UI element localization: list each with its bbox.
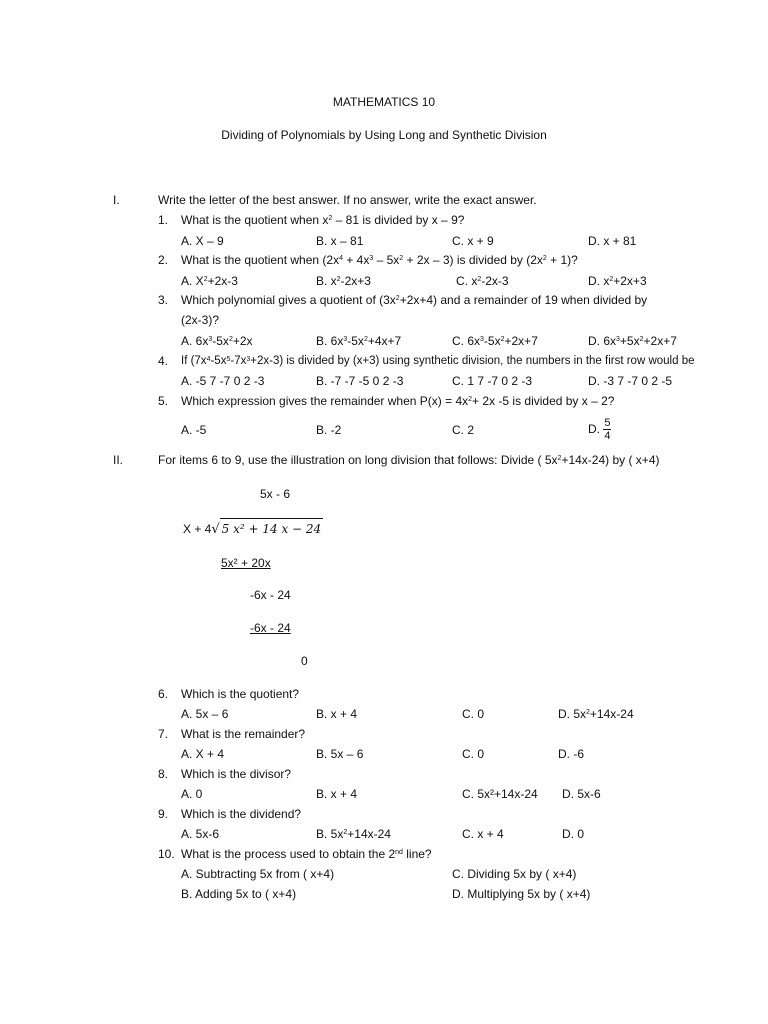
- q8-choice-c[interactable]: C. 5x²+14x-24: [462, 787, 538, 801]
- q10-text: [181, 847, 432, 862]
- q9-choice-c[interactable]: C. x + 4: [462, 827, 504, 841]
- q5-choice-d-fraction: [603, 417, 611, 442]
- q6-choice-d[interactable]: D. $5x^2+14x-24$: [558, 707, 634, 721]
- q5-text: Which expression gives the remainder when $P(x) = 4x^2+ 2x$ -5 is divided by x – 2?: [181, 394, 615, 408]
- q1-text: What is the quotient when $x^2 - 81$ is divided by x – 9?: [181, 213, 465, 227]
- section-1-numeral: I.: [113, 193, 120, 207]
- division-remainder: 0: [301, 654, 308, 668]
- q8-text: Which is the divisor?: [181, 767, 292, 781]
- division-divisor: X + 4: [183, 522, 212, 536]
- division-step3: -6x - 24: [250, 621, 291, 635]
- division-quotient: 5x - 6: [260, 487, 291, 501]
- q4-choice-b[interactable]: B. -7 -7 -5 0 2 -3: [316, 374, 404, 388]
- q5-choice-c[interactable]: C. 2: [452, 423, 475, 437]
- q2-choice-d[interactable]: D. $x^2+2x+3$: [588, 274, 647, 288]
- q10-choice-b[interactable]: B. Adding 5x to ( x+4): [181, 887, 297, 901]
- q8-choice-b[interactable]: B. x + 4: [316, 787, 358, 801]
- document-title: MATHEMATICS 10: [332, 95, 436, 109]
- q2-number: 2.: [158, 253, 169, 267]
- q4-text: If $(7x^4-5x^5-7x^3+2x-3)$ is divided by (x+3) using synthetic division, the numbers in the first row would be: [181, 355, 695, 367]
- q8-choice-a[interactable]: A. 0: [181, 787, 203, 801]
- q7-choice-b[interactable]: B. 5x – 6: [316, 747, 364, 761]
- q10-text-part2: line?: [402, 847, 432, 861]
- division-dividend: 5 x² + 14 x − 24: [220, 518, 324, 538]
- q4-choice-c[interactable]: C. 1 7 -7 0 2 -3: [452, 374, 533, 388]
- q1-choice-c[interactable]: C. x + 9: [452, 234, 494, 248]
- q1-choice-b[interactable]: B. x – 81: [316, 234, 364, 248]
- radical-icon: √: [211, 522, 220, 537]
- q5-choice-b[interactable]: B. -2: [316, 423, 342, 437]
- q8-number: 8.: [158, 767, 169, 781]
- q1-number: 1.: [158, 213, 169, 227]
- q1-choice-a[interactable]: A. X – 9: [181, 234, 224, 248]
- document-subtitle: Dividing of Polynomials by Using Long and Synthetic Division: [221, 128, 547, 142]
- section-1-instruction: Write the letter of the best answer. If no answer, write the exact answer.: [158, 193, 537, 207]
- q6-choice-b[interactable]: B. x + 4: [316, 707, 358, 721]
- q8-choice-d[interactable]: D. 5x-6: [562, 787, 601, 801]
- fraction-numerator: 5: [604, 417, 611, 430]
- q5-choice-d[interactable]: [588, 414, 611, 444]
- division-bracket: [183, 518, 323, 539]
- q7-choice-a[interactable]: A. X + 4: [181, 747, 225, 761]
- q2-choice-a[interactable]: A. $X^2+2x-3$: [181, 274, 238, 288]
- q9-text: Which is the dividend?: [181, 807, 302, 821]
- q5-number: 5.: [158, 394, 169, 408]
- q3-choice-c[interactable]: C. $6x^3-5x^2+2x+7$: [452, 334, 538, 348]
- q7-number: 7.: [158, 727, 169, 741]
- q4-choice-a[interactable]: A. -5 7 -7 0 2 -3: [181, 374, 265, 388]
- q10-choice-c[interactable]: C. Dividing 5x by ( x+4): [452, 867, 577, 881]
- q6-text: Which is the quotient?: [181, 687, 300, 701]
- q6-choice-a[interactable]: A. 5x – 6: [181, 707, 229, 721]
- q3-number: 3.: [158, 293, 169, 307]
- q9-choice-d[interactable]: D. 0: [562, 827, 585, 841]
- q2-text: What is the quotient when $(2x^4 + 4x^3 - 5x^2 + 2x - 3)$ is divided by $(2x^2 + 1)$?: [181, 253, 578, 267]
- q7-choice-d[interactable]: D. -6: [558, 747, 585, 761]
- q5-choice-a[interactable]: A. -5: [181, 423, 207, 437]
- q10-choice-d[interactable]: D. Multiplying 5x by ( x+4): [452, 887, 591, 901]
- q5-choice-d-label: D.: [588, 422, 600, 436]
- division-step2: -6x - 24: [250, 588, 291, 602]
- q6-number: 6.: [158, 687, 169, 701]
- fraction-denominator: 4: [604, 430, 611, 443]
- q9-choice-b[interactable]: B. $5x^2+14x-24$: [316, 827, 391, 841]
- q6-choice-c[interactable]: C. 0: [462, 707, 485, 721]
- q7-choice-c[interactable]: C. 0: [462, 747, 485, 761]
- q10-number: 10.: [158, 847, 175, 861]
- q3-choice-a[interactable]: A. $6x^3-5x^2+2x$: [181, 334, 253, 348]
- q10-choice-a[interactable]: A. Subtracting 5x from ( x+4): [181, 867, 335, 881]
- q9-number: 9.: [158, 807, 169, 821]
- q3-text-line2: (2x-3)?: [181, 313, 220, 327]
- q2-choice-c[interactable]: C. $x^2-2x-3$: [456, 274, 509, 288]
- section-2-instruction: For items 6 to 9, use the illustration on long division that follows: Divide ( $5x^2+14x-24$) by ( x+4): [158, 453, 660, 467]
- q9-choice-a[interactable]: A. 5x-6: [181, 827, 220, 841]
- q3-choice-d[interactable]: D. $6x^3+5x^2+2x+7$: [588, 334, 677, 348]
- q10-text-part1: What is the process used to obtain the 2: [181, 847, 396, 861]
- q3-choice-b[interactable]: B. $6x^3-5x^2+4x+7$: [316, 334, 402, 348]
- section-2-numeral: II.: [113, 453, 124, 467]
- division-step1: 5x² + 20x: [221, 556, 271, 570]
- q1-choice-d[interactable]: D. x + 81: [588, 234, 637, 248]
- q4-number: 4.: [158, 354, 169, 368]
- q4-choice-d[interactable]: D. -3 7 -7 0 2 -5: [588, 374, 673, 388]
- q2-choice-b[interactable]: B. $x^2-2x+3$: [316, 274, 371, 288]
- q3-text: Which polynomial gives a quotient of $(3x^2+2x+4)$ and a remainder of 19 when divided by: [181, 293, 648, 307]
- q10-text-sup: nd: [395, 849, 403, 856]
- q7-text: What is the remainder?: [181, 727, 306, 741]
